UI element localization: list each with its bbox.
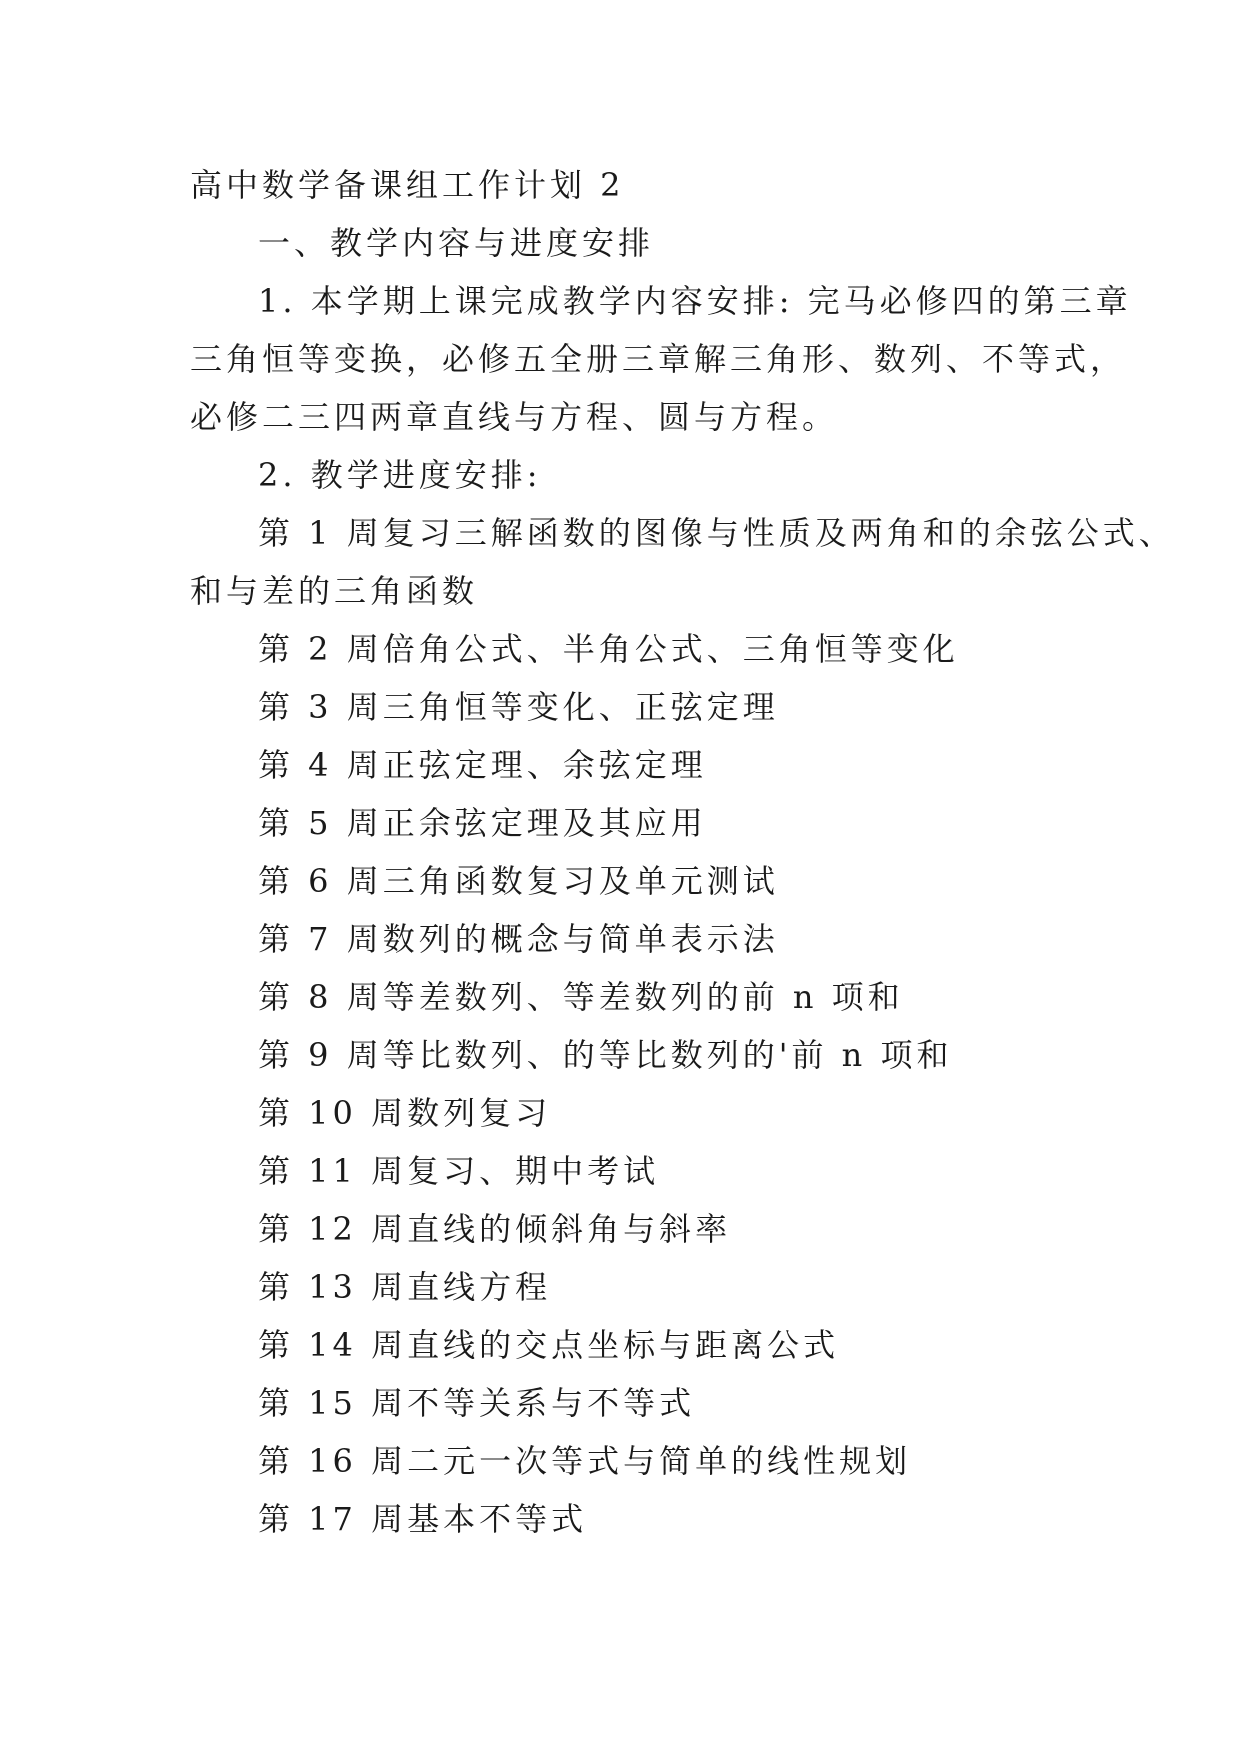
schedule-item: 第 4 周正弦定理、余弦定理 <box>258 746 707 784</box>
schedule-item: 第 11 周复习、期中考试 <box>258 1152 660 1190</box>
schedule-item: 第 8 周等差数列、等差数列的前 n 项和 <box>258 978 904 1016</box>
section-heading: 一、教学内容与进度安排 <box>258 224 655 262</box>
schedule-item: 第 6 周三角函数复习及单元测试 <box>258 862 779 900</box>
document-title: 高中数学备课组工作计划 2 <box>190 166 625 204</box>
schedule-item: 第 5 周正余弦定理及其应用 <box>258 804 707 842</box>
schedule-item: 第 1 周复习三解函数的图像与性质及两角和的余弦公式、 <box>258 514 1175 552</box>
schedule-item: 第 14 周直线的交点坐标与距离公式 <box>258 1326 840 1364</box>
schedule-item: 第 3 周三角恒等变化、正弦定理 <box>258 688 779 726</box>
schedule-item: 第 10 周数列复习 <box>258 1094 552 1132</box>
subsection-heading: 2. 教学进度安排: <box>258 456 542 494</box>
schedule-item: 第 15 周不等关系与不等式 <box>258 1384 696 1422</box>
schedule-item: 第 16 周二元一次等式与简单的线性规划 <box>258 1442 912 1480</box>
schedule-item: 第 12 周直线的倾斜角与斜率 <box>258 1210 732 1248</box>
schedule-item: 第 7 周数列的概念与简单表示法 <box>258 920 779 958</box>
schedule-item: 第 2 周倍角公式、半角公式、三角恒等变化 <box>258 630 959 668</box>
paragraph-line: 三角恒等变换，必修五全册三章解三角形、数列、不等式， <box>190 340 1127 378</box>
schedule-item: 第 13 周直线方程 <box>258 1268 552 1306</box>
schedule-item-continuation: 和与差的三角函数 <box>190 572 479 610</box>
paragraph-line: 1. 本学期上课完成教学内容安排: 完马必修四的第三章 <box>258 282 1132 320</box>
schedule-item: 第 17 周基本不等式 <box>258 1500 588 1538</box>
schedule-item: 第 9 周等比数列、的等比数列的'前 n 项和 <box>258 1036 953 1074</box>
paragraph-line: 必修二三四两章直线与方程、圆与方程。 <box>190 398 839 436</box>
